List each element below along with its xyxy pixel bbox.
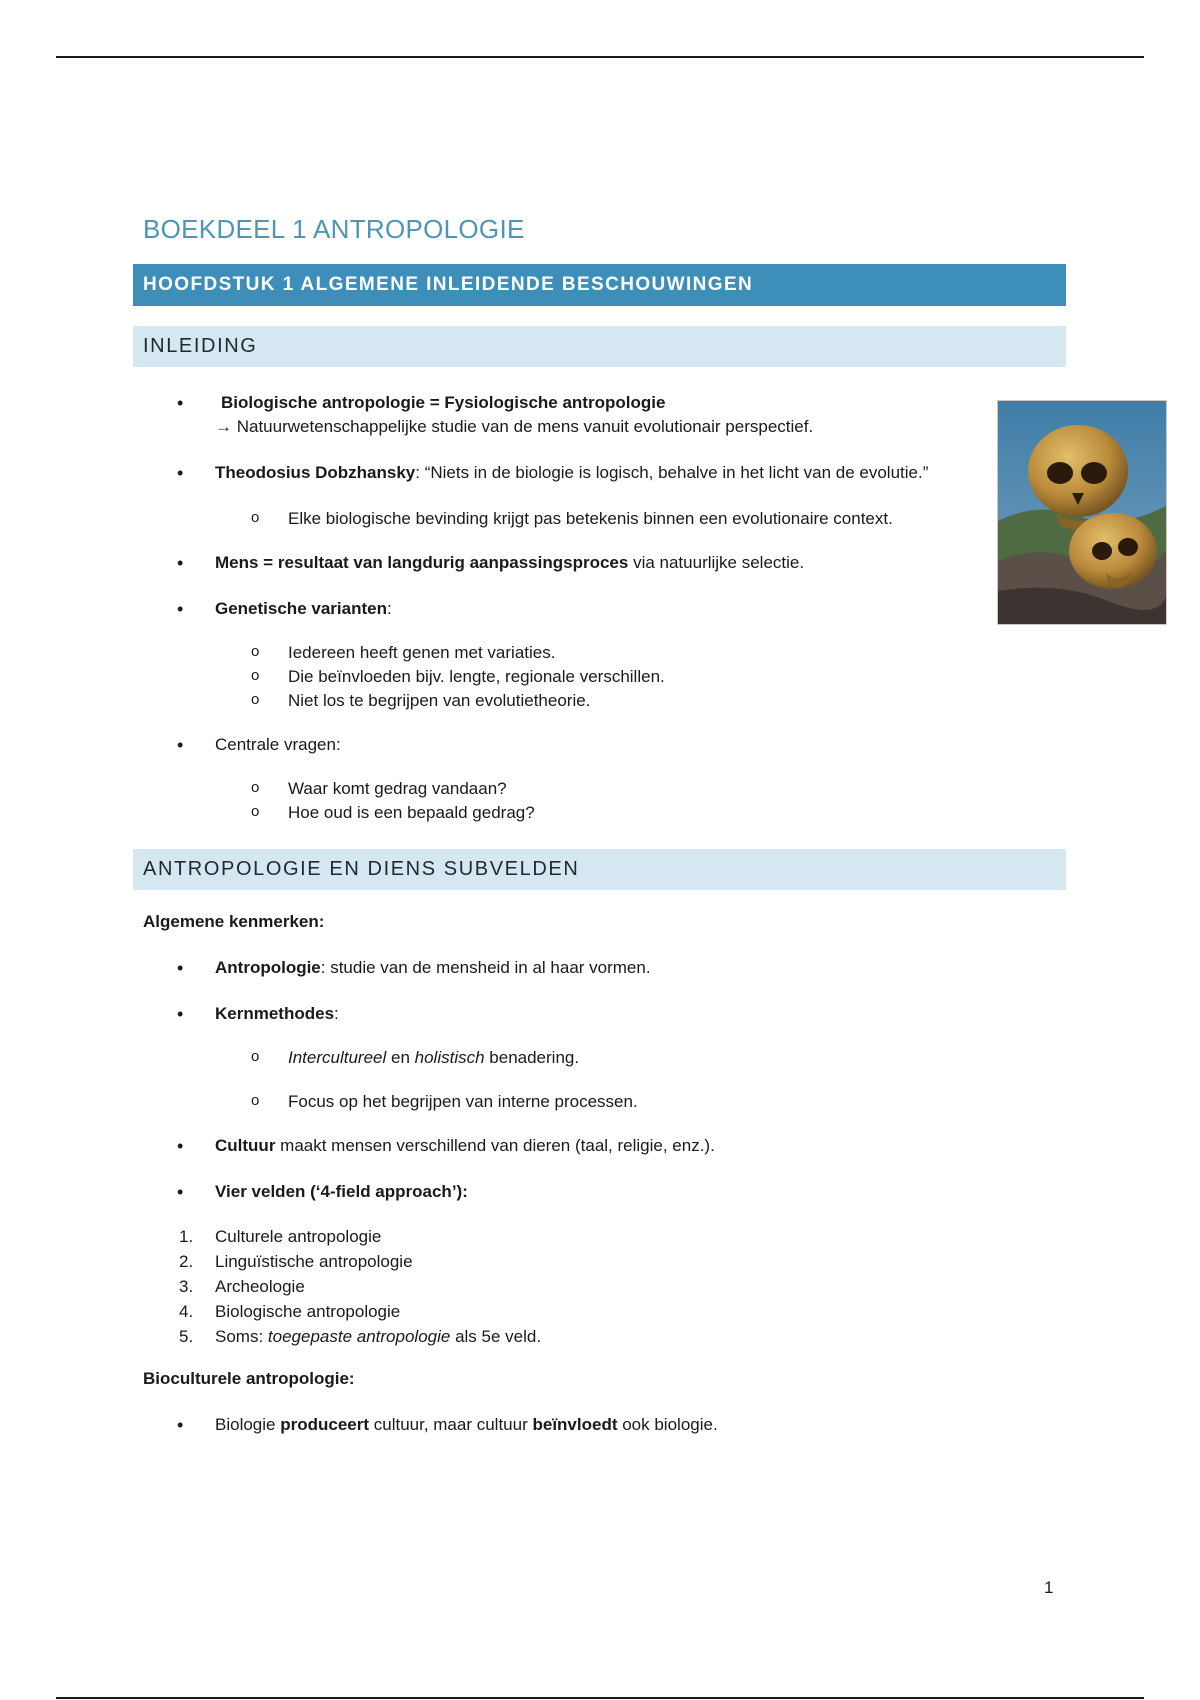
italic-term: holistisch [414, 1048, 485, 1067]
item-number: 2. [179, 1252, 194, 1271]
item-text: Culturele antropologie [215, 1227, 382, 1246]
bold-term: Cultuur [215, 1136, 276, 1155]
item-text: Soms: [215, 1327, 268, 1346]
inleiding-list-3 [133, 733, 1066, 757]
item-text: als 5e veld. [450, 1327, 542, 1346]
item-text: en [386, 1048, 415, 1067]
section-heading-subvelden [133, 849, 1066, 890]
list-item: • Centrale vragen: [133, 733, 975, 757]
subheading-bioculturele: Bioculturele antropologie: [143, 1369, 355, 1388]
numbered-item [133, 1249, 1066, 1274]
item-text: ook biologie. [617, 1415, 718, 1434]
numbered-item [133, 1224, 1066, 1249]
sub-list [133, 641, 1066, 713]
bioculturele-list [133, 1413, 1066, 1437]
list-item [133, 461, 975, 485]
bold-term: Biologische antropologie = Fysiologische antropologie [221, 393, 666, 412]
list-item [133, 551, 975, 575]
item-text: : [386, 599, 392, 618]
sub-list-item: o Die beïnvloeden bijv. lengte, regionale verschillen. [133, 665, 968, 689]
fields-numbered-list [133, 1224, 1066, 1349]
bottom-rule [56, 1697, 1144, 1699]
list-item [133, 391, 975, 439]
bold-term: Kernmethodes [215, 1004, 335, 1023]
italic-term: Intercultureel [288, 1048, 387, 1067]
bold-term: Genetische varianten [215, 599, 387, 618]
item-text: maakt mensen verschillend van dieren (taal, religie, enz.). [275, 1136, 715, 1155]
bold-term: Vier velden (‘4-field approach’): [215, 1182, 468, 1201]
sub-list-item: o Niet los te begrijpen van evolutietheorie. [133, 689, 968, 713]
kenmerken-list-2 [133, 1134, 1066, 1204]
subheading-algemene-kenmerken: Algemene kenmerken: [143, 912, 325, 931]
bold-term: Theodosius Dobzhansky [215, 463, 416, 482]
numbered-item [133, 1299, 1066, 1324]
section-title: ANTROPOLOGIE EN DIENS SUBVELDEN [143, 858, 580, 880]
quote-text: : “Niets in de biologie is logisch, behalve in het licht van de evolutie.” [415, 463, 929, 482]
chapter-heading-bar [133, 264, 1066, 306]
italic-term: toegepaste antropologie [267, 1327, 451, 1346]
bold-term: Mens = resultaat van langdurig aanpassingsproces [215, 553, 629, 572]
item-text: Linguïstische antropologie [215, 1252, 413, 1271]
fossil-skull-photo [997, 400, 1167, 625]
section-heading-inleiding [133, 326, 1066, 367]
bold-term: Antropologie [215, 958, 321, 977]
arrow-line: → Natuurwetenschappelijke studie van de mens vanuit evolutionair perspectief. [215, 417, 814, 436]
kenmerken-list [133, 956, 1066, 1026]
item-text: Archeologie [215, 1277, 305, 1296]
top-rule [56, 56, 1144, 58]
list-item [133, 1413, 975, 1437]
sub-list [133, 777, 1066, 825]
bold-term: beïnvloedt [532, 1415, 618, 1434]
sub-list-item: o Elke biologische bevinding krijgt pas betekenis binnen een evolutionaire context. [133, 507, 968, 531]
sub-list-item: o Waar komt gedrag vandaan? [133, 777, 968, 801]
item-number: 1. [179, 1227, 194, 1246]
list-item [133, 1134, 975, 1158]
list-item [133, 1180, 975, 1204]
item-number: 4. [179, 1302, 194, 1321]
item-text: : [334, 1004, 339, 1023]
sub-list-item [133, 1046, 968, 1070]
item-text: Biologie [215, 1415, 281, 1434]
chapter-title: HOOFDSTUK 1 ALGEMENE INLEIDENDE BESCHOUWINGEN [143, 274, 754, 295]
item-text: : studie van de mensheid in al haar vormen. [320, 958, 651, 977]
numbered-item [133, 1324, 1066, 1349]
item-text: benadering. [484, 1048, 580, 1067]
inleiding-list-2 [133, 551, 1066, 621]
list-item [133, 597, 975, 621]
list-item [133, 956, 975, 980]
skull-image-icon [998, 401, 1166, 624]
book-title: BOEKDEEL 1 ANTROPOLOGIE [143, 214, 525, 244]
sub-list [133, 1046, 1066, 1114]
sub-list-item: o Focus op het begrijpen van interne processen. [133, 1090, 968, 1114]
item-number: 5. [179, 1327, 194, 1346]
item-number: 3. [179, 1277, 194, 1296]
item-text: cultuur, maar cultuur [369, 1415, 533, 1434]
sub-list-item: o Iedereen heeft genen met variaties. [133, 641, 968, 665]
numbered-item [133, 1274, 1066, 1299]
inleiding-list [133, 391, 1066, 485]
list-item [133, 1002, 975, 1026]
page-content [133, 212, 1066, 1437]
item-text: Biologische antropologie [215, 1302, 401, 1321]
bold-term: produceert [280, 1415, 370, 1434]
item-text: via natuurlijke selectie. [628, 553, 805, 572]
section-title: INLEIDING [143, 335, 258, 357]
sub-list-item: o Hoe oud is een bepaald gedrag? [133, 801, 968, 825]
page-number: 1 [1044, 1578, 1054, 1597]
sub-list [133, 507, 1066, 531]
